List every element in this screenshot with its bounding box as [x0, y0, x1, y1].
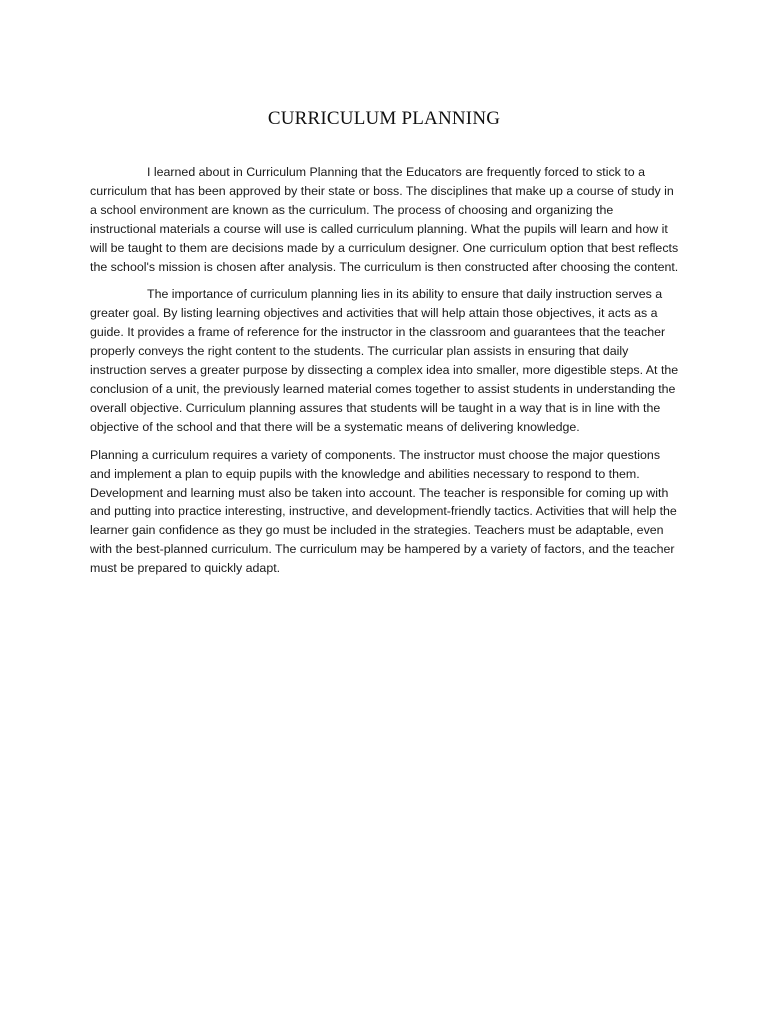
paragraph-3: Planning a curriculum requires a variety of components. The instructor must choose the major questions and implement a plan to equip pupils with the knowledge and abilities necessary to respond to them. Development and learning must also be taken into account. The teacher is responsible for coming up with and putting into practice interesting, instructive, and development-friendly tactics. Activities that will help the learner gain confidence as they go must be included in the strategies. Teachers must be adaptable, even with the best-planned curriculum. The curriculum may be hampered by a variety of factors, and the teacher must be prepared to quickly adapt. — [90, 447, 677, 576]
paragraph-1: I learned about in Curriculum Planning that the Educators are frequently forced to stick to a curriculum that has been approved by their state or boss. The disciplines that make up a course of study in a school environment are known as the curriculum. The process of choosing and organizing the instructional materials a course will use is called curriculum planning. What the pupils will learn and how it will be taught to them are decisions made by a curriculum designer. One curriculum option that best reflects the school's mission is chosen after analysis. The curriculum is then constructed after choosing the content. — [90, 165, 679, 274]
paragraph-2: The importance of curriculum planning lies in its ability to ensure that daily instruction serves a greater goal. By listing learning objectives and activities that will help attain those objectives, it acts as a guide. It provides a frame of reference for the instructor in the classroom and guarantees that the teacher properly conveys the right content to the students. The curricular plan assists in ensuring that daily instruction serves a greater purpose by dissecting a complex idea into smaller, more digestible steps. At the conclusion of a unit, the previously learned material comes together to assist students in understanding the overall objective. Curriculum planning assures that students will be taught in a way that is in line with the objective of the school and that there will be a systematic means of delivering knowledge. — [90, 287, 679, 434]
document-title: CURRICULUM PLANNING — [267, 108, 501, 129]
document-body — [90, 163, 679, 587]
